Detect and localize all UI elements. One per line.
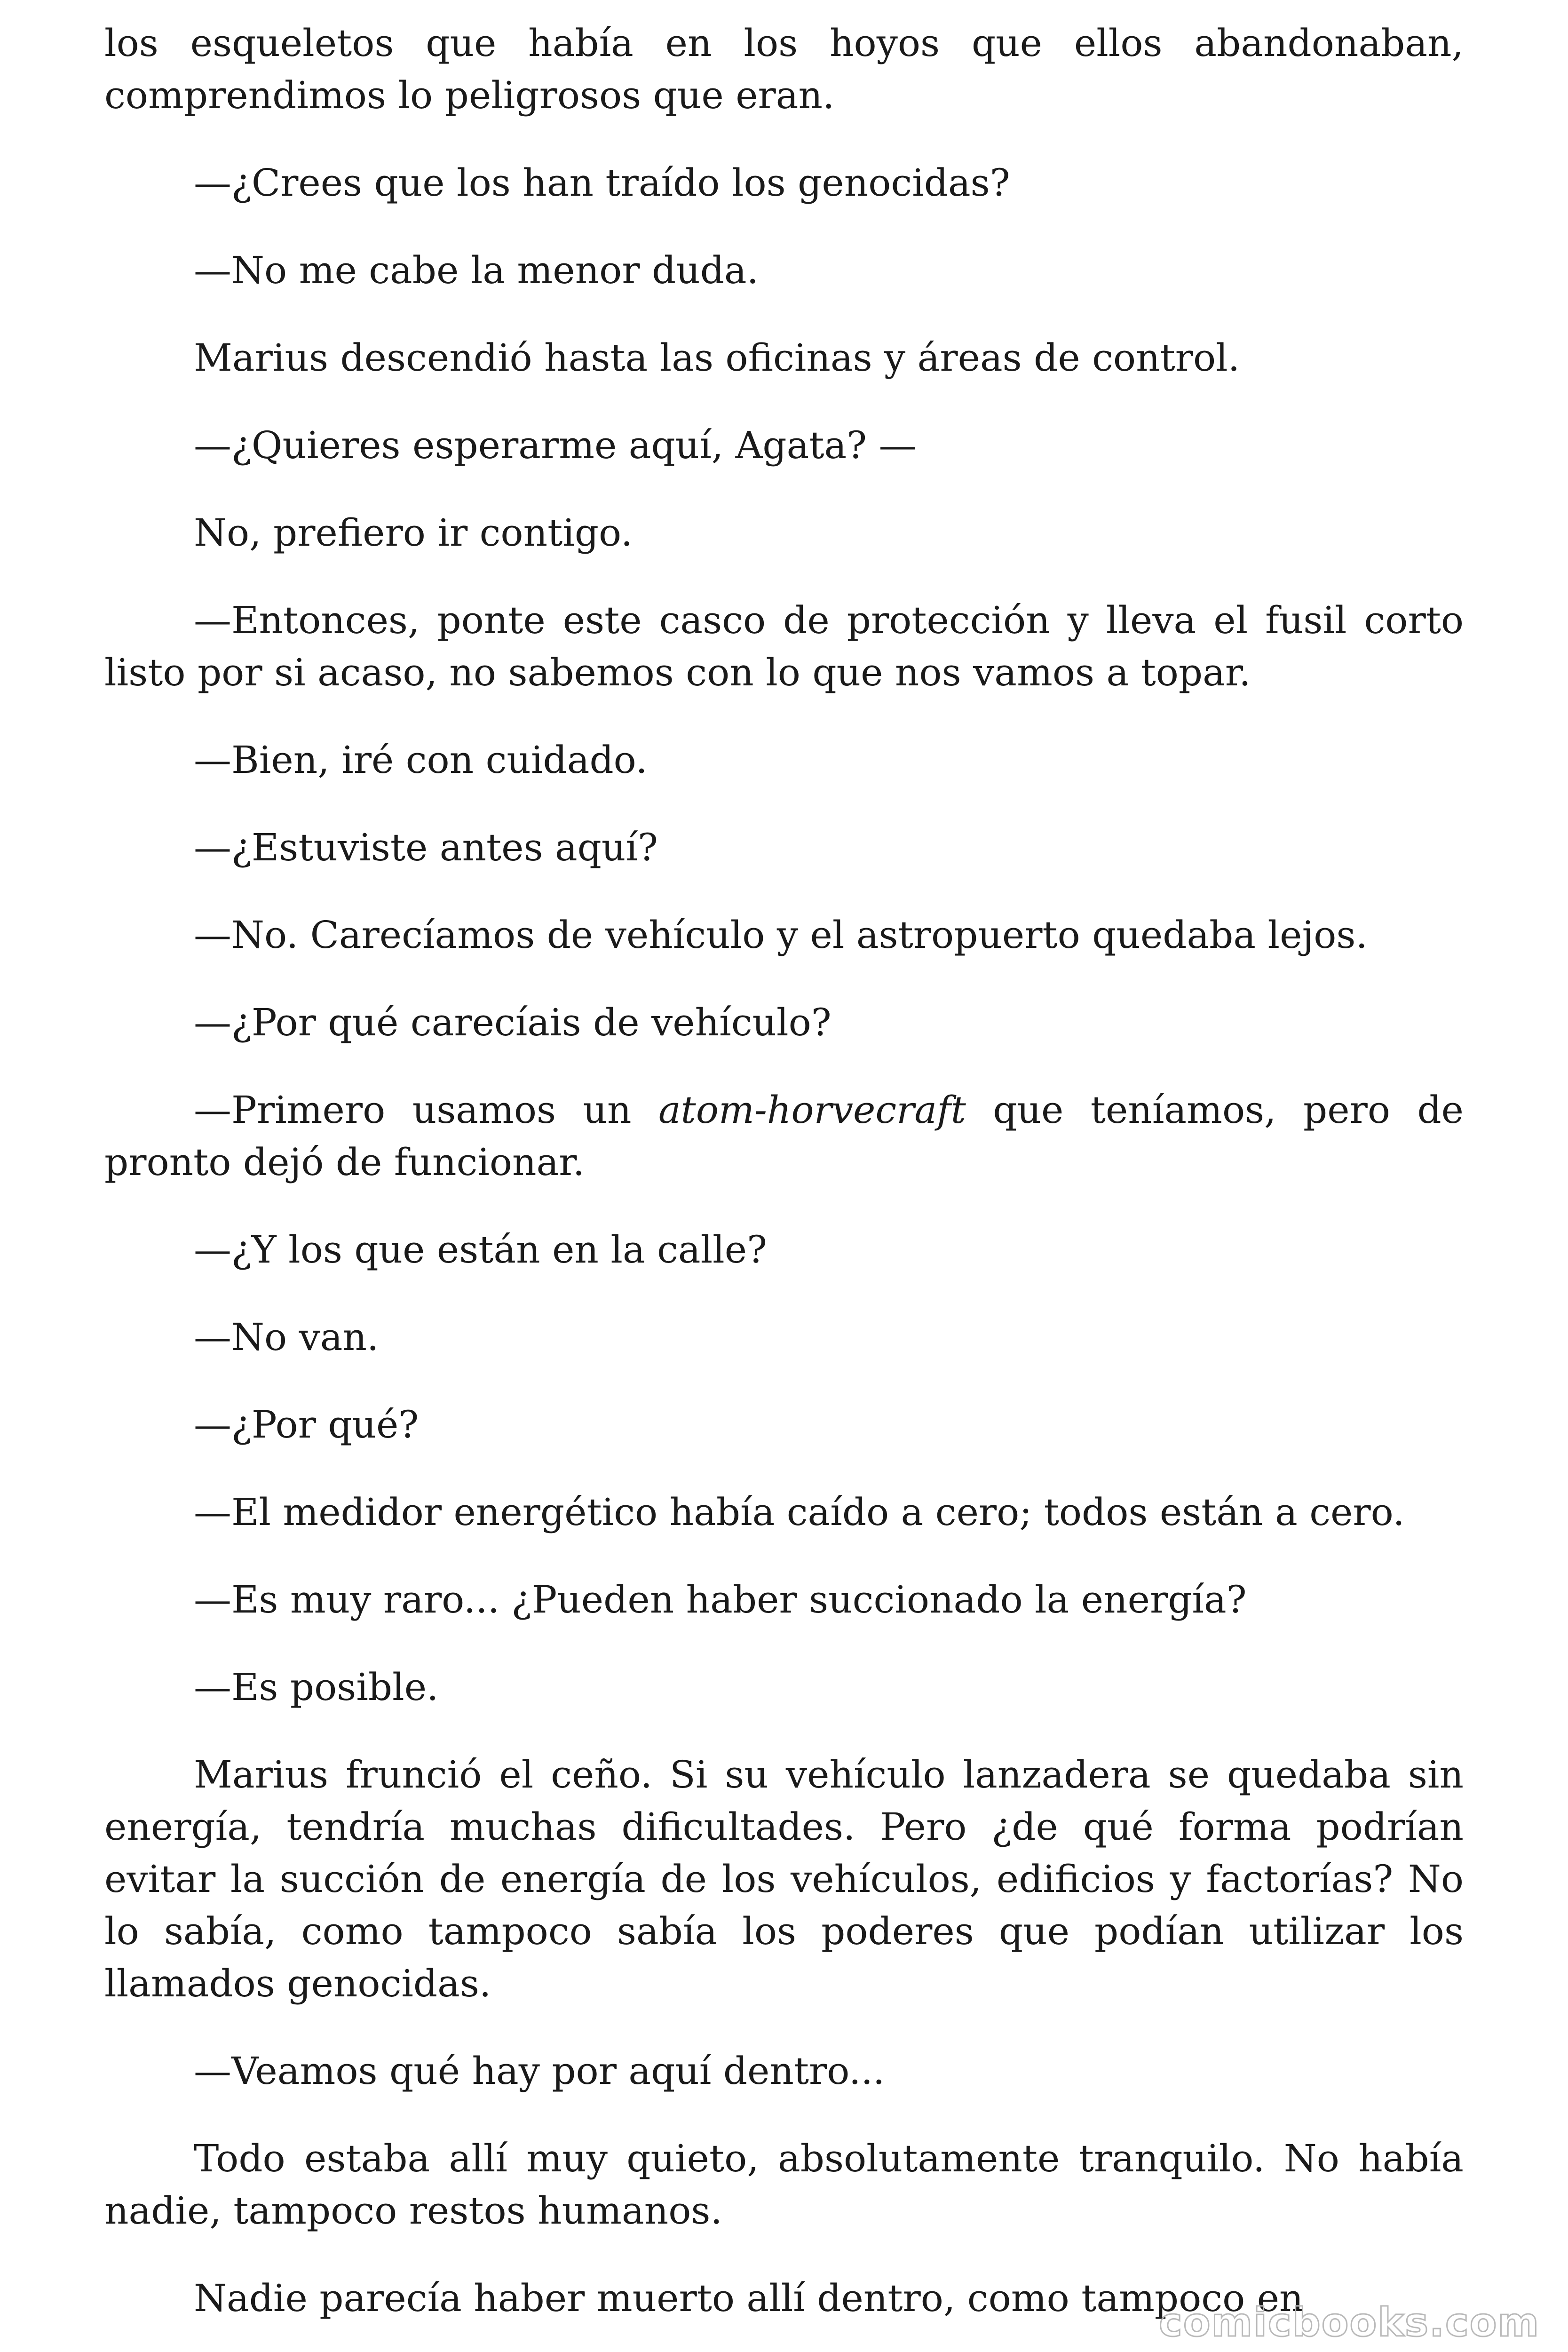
paragraph: los esqueletos que había en los hoyos que ellos abandonaban, comprendimos lo peligrosos que eran. xyxy=(104,21,1464,117)
paragraph: —Es muy raro... ¿Pueden haber succionado la energía? xyxy=(194,1578,1247,1621)
paragraph-text: que teníamos, pero de pronto dejó de funcionar. xyxy=(104,1088,1464,1184)
paragraph: —¿Por qué carecíais de vehículo? xyxy=(194,1001,832,1044)
paragraph: —No me cabe la menor duda. xyxy=(194,248,759,292)
italic-term: atom-horvecraft xyxy=(658,1088,966,1132)
body-text xyxy=(104,17,1464,2352)
paragraph: —¿Quieres esperarme aquí, Agata? — xyxy=(194,423,917,467)
paragraph xyxy=(104,1084,1464,1188)
watermark: comicbooks.com xyxy=(1159,2299,1540,2345)
paragraph: —Es posible. xyxy=(194,1665,439,1709)
paragraph: —¿Crees que los han traído los genocidas? xyxy=(194,161,1010,205)
paragraph: —Veamos qué hay por aquí dentro... xyxy=(194,2049,885,2093)
paragraph: —¿Estuviste antes aquí? xyxy=(194,826,658,869)
paragraph: —Bien, iré con cuidado. xyxy=(194,738,648,782)
paragraph: Marius frunció el ceño. Si su vehículo lanzadera se quedaba sin energía, tendría muchas dificultades. Pero ¿de qué forma podrían evitar la succión de energía de los vehículos, edificios y factorías? No lo sabía, como tampoco sabía los poderes que podían utilizar los llamados genocidas. xyxy=(104,1753,1464,2005)
paragraph: —¿Y los que están en la calle? xyxy=(194,1228,767,1271)
paragraph: No, prefiero ir contigo. xyxy=(194,511,633,555)
paragraph: —No van. xyxy=(194,1315,379,1359)
paragraph: —No. Carecíamos de vehículo y el astropuerto quedaba lejos. xyxy=(194,913,1368,957)
paragraph: Marius descendió hasta las oficinas y áreas de control. xyxy=(194,336,1240,380)
paragraph-text: —Primero usamos un xyxy=(194,1088,658,1132)
paragraph: —¿Por qué? xyxy=(194,1403,419,1446)
paragraph: —Entonces, ponte este casco de protección y lleva el fusil corto listo por si acaso, no sabemos con lo que nos vamos a topar. xyxy=(104,598,1464,694)
paragraph: Todo estaba allí muy quieto, absolutamente tranquilo. No había nadie, tampoco restos humanos. xyxy=(104,2137,1464,2233)
paragraph: Nadie parecía haber muerto allí dentro, como tampoco en xyxy=(194,2276,1304,2320)
paragraph: —El medidor energético había caído a cero; todos están a cero. xyxy=(194,1490,1405,1534)
